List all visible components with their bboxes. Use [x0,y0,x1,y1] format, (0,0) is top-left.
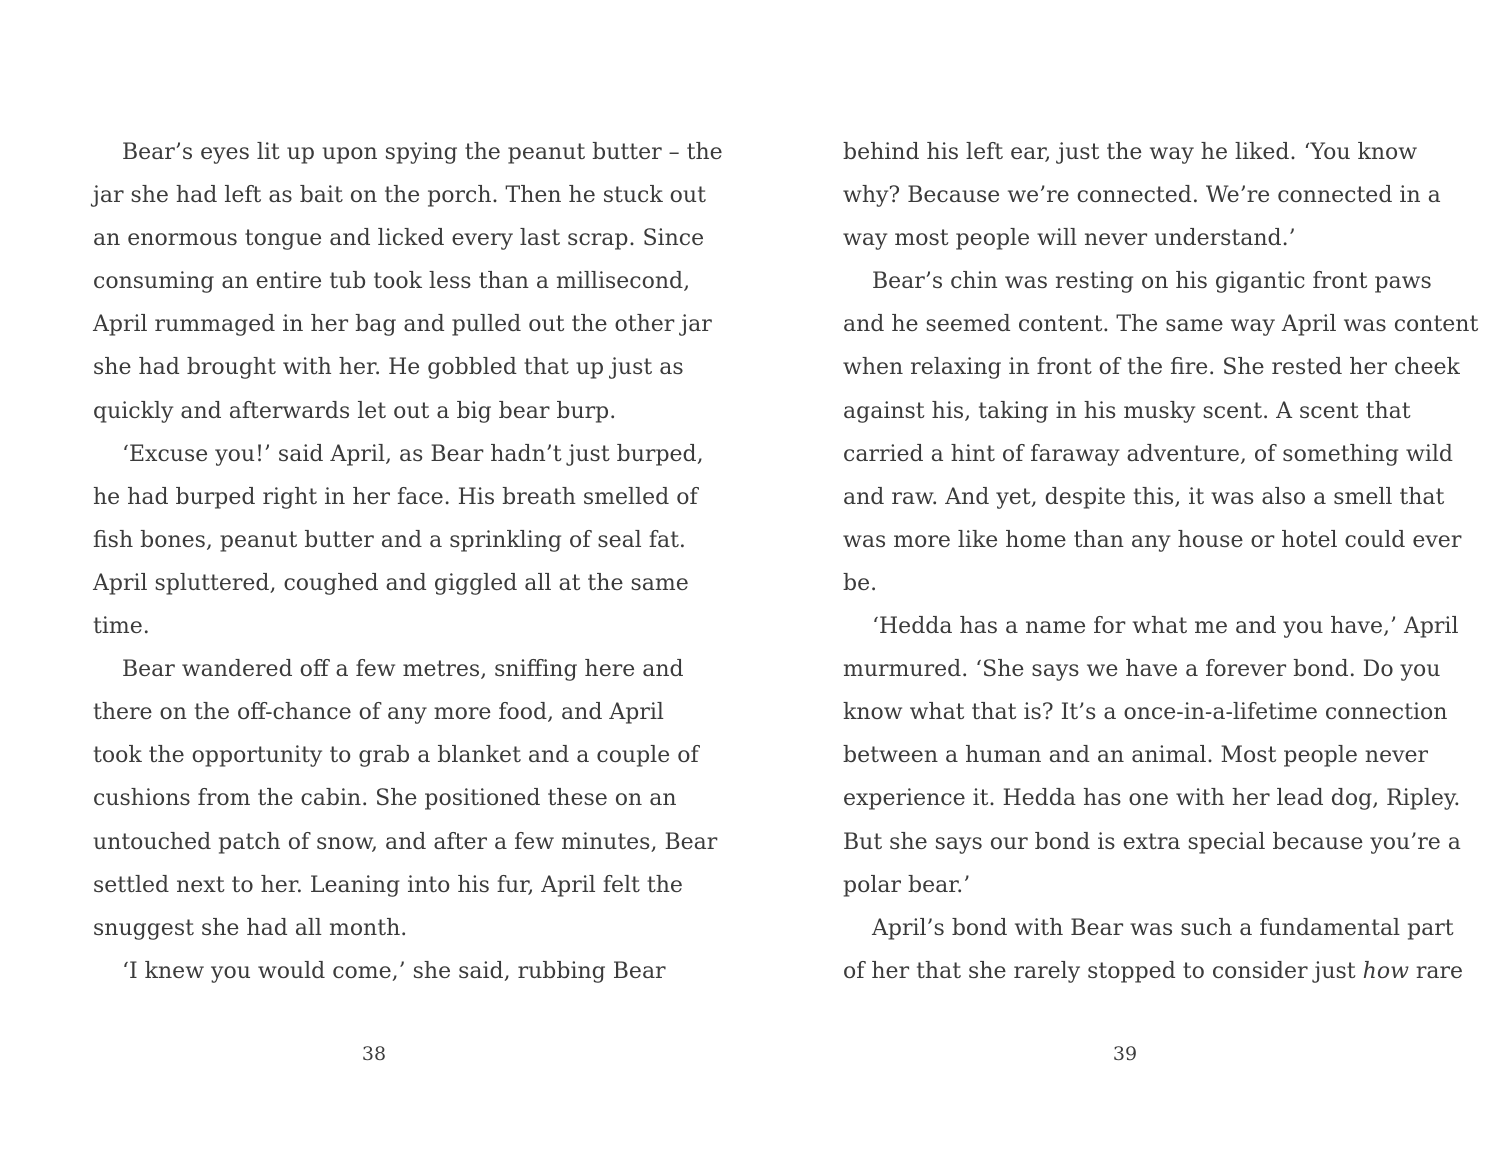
text-line: way most people will never understand.’ [843,226,1296,252]
text-line: settled next to her. Leaning into his fur, April felt the [93,872,683,898]
text-line: quickly and afterwards let out a big bear burp. [93,398,617,424]
text-line: when relaxing in front of the fire. She rested her cheek [843,355,1460,381]
text-line: ‘Excuse you!’ said April, as Bear hadn’t just burped, [122,441,704,467]
text-line: she had brought with her. He gobbled that up just as [93,355,684,381]
text-line: be. [843,570,878,596]
text-line: Bear’s chin was resting on his gigantic front paws [872,269,1432,295]
text-line: snuggest she had all month. [93,915,408,941]
text-line: an enormous tongue and licked every last scrap. Since [93,226,705,252]
text-line: fish bones, peanut butter and a sprinkling of seal fat. [93,527,686,553]
emphasis-text: how [1362,958,1409,984]
text-line: untouched patch of snow, and after a few minutes, Bear [93,829,718,855]
text-line: why? Because we’re connected. We’re connected in a [843,183,1441,209]
text-line: ‘Hedda has a name for what me and you have,’ April [872,614,1459,640]
text-fragment: of her that she rarely stopped to consider just [843,958,1356,984]
text-line: between a human and an animal. Most people never [843,743,1429,769]
right-page-text [843,131,1479,993]
text-line: carried a hint of faraway adventure, of something wild [843,441,1453,467]
text-line: experience it. Hedda has one with her lead dog, Ripley. [843,786,1461,812]
text-line: and he seemed content. The same way April was content [843,312,1479,338]
left-page-text [93,131,723,993]
text-line: April rummaged in her bag and pulled out the other jar [93,312,712,338]
text-line: consuming an entire tub took less than a millisecond, [93,269,691,295]
text-line: Bear’s eyes lit up upon spying the peanut butter – the [122,140,723,165]
text-line: know what that is? It’s a once-in-a-lifetime connection [843,700,1448,726]
page-number-left: 38 [361,1043,387,1065]
text-line: there on the off-chance of any more food, and April [93,700,664,726]
text-line: April’s bond with Bear was such a fundamental part [872,915,1454,941]
text-line: and raw. And yet, despite this, it was also a smell that [843,484,1445,510]
text-line: was more like home than any house or hotel could ever [843,527,1462,553]
text-line: took the opportunity to grab a blanket and a couple of [93,743,699,769]
text-fragment: rare [1415,958,1464,984]
text-line: he had burped right in her face. His breath smelled of [93,484,698,510]
page-number-right: 39 [1112,1043,1138,1065]
text-line: murmured. ‘She says we have a forever bond. Do you [843,657,1441,683]
right-page [750,0,1500,1151]
text-line [843,950,1464,993]
text-line: behind his left ear, just the way he liked. ‘You know [843,140,1418,165]
text-line: polar bear.’ [843,872,971,898]
text-line: But she says our bond is extra special because you’re a [843,829,1461,855]
text-line: time. [93,614,150,640]
text-line: cushions from the cabin. She positioned these on an [93,786,677,812]
text-line: April spluttered, coughed and giggled all at the same [93,570,689,596]
text-line: ‘I knew you would come,’ she said, rubbing Bear [122,958,666,984]
text-line: jar she had left as bait on the porch. Then he stuck out [93,183,706,209]
text-line: Bear wandered off a few metres, sniffing here and [122,657,684,683]
text-line: against his, taking in his musky scent. A scent that [843,398,1411,424]
